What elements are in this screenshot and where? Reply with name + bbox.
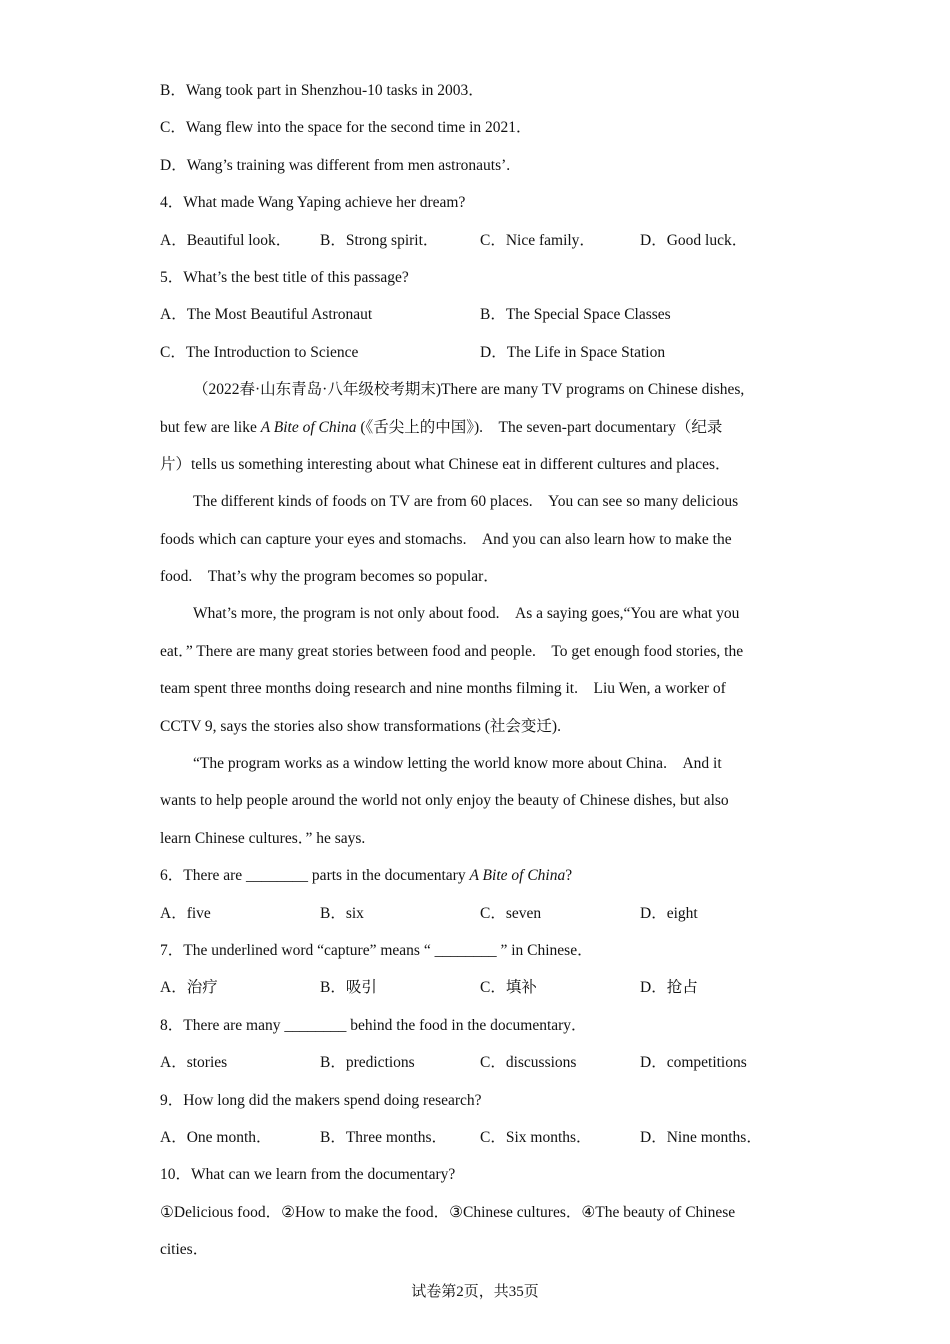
- q3-option-b: B．Wang took part in Shenzhou-10 tasks in 2003．: [160, 82, 484, 99]
- passage-text: but few are like: [160, 418, 261, 436]
- q10-stem: 10．What can we learn from the documentary?: [160, 1166, 456, 1184]
- passage-p1-line3: 片）tells us something interesting about what Chinese eat in different cultures and places．: [160, 455, 731, 473]
- q3-option-d: D．Wang’s training was different from men astronauts’.: [160, 156, 511, 174]
- q8-option-d: D．competitions: [640, 1054, 747, 1072]
- q6-option-c: C．seven: [480, 904, 542, 922]
- q10-choices-line1: ①Delicious food．②How to make the food．③Chinese cultures．④The beauty of Chinese: [160, 1203, 736, 1221]
- q4-stem: 4．What made Wang Yaping achieve her dream?: [160, 194, 466, 212]
- q7-option-c: C．填补: [480, 979, 537, 997]
- passage-p1-line1: （2022春·山东青岛·八年级校考期末)There are many TV programs on Chinese dishes,: [193, 381, 745, 399]
- q5-option-a: A．The Most Beautiful Astronaut: [160, 306, 373, 324]
- q5-option-c: C．The Introduction to Science: [160, 343, 359, 361]
- q3-option-c: C．Wang flew into the space for the second time in 2021．: [160, 119, 532, 137]
- passage-p3-line2: eat．” There are many great stories between food and people. To get enough food stories, the: [160, 642, 744, 660]
- q8-stem: 8．There are many ________ behind the food in the documentary．: [160, 1016, 587, 1034]
- q4-option-a: A．Beautiful look．: [160, 231, 292, 249]
- passage-p3-line3: team spent three months doing research and nine months filming it. Liu Wen, a worker of: [160, 680, 726, 698]
- documentary-title: A Bite of China: [469, 867, 566, 885]
- q7-options: [160, 969, 800, 1006]
- q6-option-b: B．six: [320, 904, 364, 922]
- q10-choices-line2: cities．: [160, 1241, 209, 1259]
- q4-option-b: B．Strong spirit．: [320, 231, 439, 249]
- q9-option-c: C．Six months．: [480, 1128, 592, 1146]
- q6-options: [160, 895, 800, 932]
- q9-option-a: A．One month．: [160, 1128, 272, 1146]
- q6-stem: [160, 857, 800, 894]
- passage-p1-line2: [160, 409, 800, 446]
- q5-option-b: B．The Special Space Classes: [480, 306, 671, 324]
- q7-stem: 7．The underlined word “capture” means “ ________ ” in Chinese．: [160, 941, 593, 959]
- q5-stem: 5．What’s the best title of this passage?: [160, 268, 409, 286]
- passage-p4-line3: learn Chinese cultures．” he says.: [160, 829, 366, 847]
- q5-option-d: D．The Life in Space Station: [480, 343, 666, 361]
- q4-options: [160, 222, 800, 259]
- q6-stem-text: 6．There are ________ parts in the documentary: [160, 867, 470, 885]
- q7-option-a: A．治疗: [160, 979, 218, 997]
- q5-options-row1: [160, 296, 800, 333]
- q6-option-a: A．five: [160, 904, 211, 922]
- passage-p4-line1: “The program works as a window letting the world know more about China. And it: [193, 755, 722, 773]
- q9-stem: 9．How long did the makers spend doing research?: [160, 1091, 482, 1109]
- q7-option-d: D．抢占: [640, 979, 698, 997]
- passage-p3-line4: CCTV 9, says the stories also show transformations (社会变迁).: [160, 717, 561, 735]
- passage-p2-line1: The different kinds of foods on TV are from 60 places. You can see so many delicious: [193, 493, 739, 511]
- exam-page-content: [160, 72, 800, 1269]
- q9-option-d: D．Nine months．: [640, 1128, 762, 1146]
- passage-p3-line1: What’s more, the program is not only about food. As a saying goes,“You are what you: [193, 605, 740, 623]
- q8-option-a: A．stories: [160, 1054, 228, 1072]
- q9-options: [160, 1119, 800, 1156]
- q4-option-c: C．Nice family．: [480, 231, 595, 249]
- q9-option-b: B．Three months．: [320, 1128, 447, 1146]
- passage-p2-line2: foods which can capture your eyes and stomachs. And you can also learn how to make the: [160, 530, 732, 548]
- q6-option-d: D．eight: [640, 904, 698, 922]
- q5-options-row2: [160, 334, 800, 371]
- q6-stem-end: ?: [565, 867, 573, 885]
- q7-option-b: B．吸引: [320, 979, 377, 997]
- documentary-title: A Bite of China: [260, 418, 357, 436]
- q8-option-b: B．predictions: [320, 1054, 415, 1072]
- passage-p2-line3: food. That’s why the program becomes so popular．: [160, 568, 499, 586]
- passage-p4-line2: wants to help people around the world not only enjoy the beauty of Chinese dishes, but also: [160, 792, 729, 810]
- q4-option-d: D．Good luck．: [640, 231, 748, 249]
- q8-option-c: C．discussions: [480, 1054, 577, 1072]
- passage-text: (《舌尖上的中国》). The seven-part documentary（纪录: [356, 418, 723, 436]
- page-footer: 试卷第2页，共35页: [411, 1284, 539, 1300]
- q8-options: [160, 1044, 800, 1081]
